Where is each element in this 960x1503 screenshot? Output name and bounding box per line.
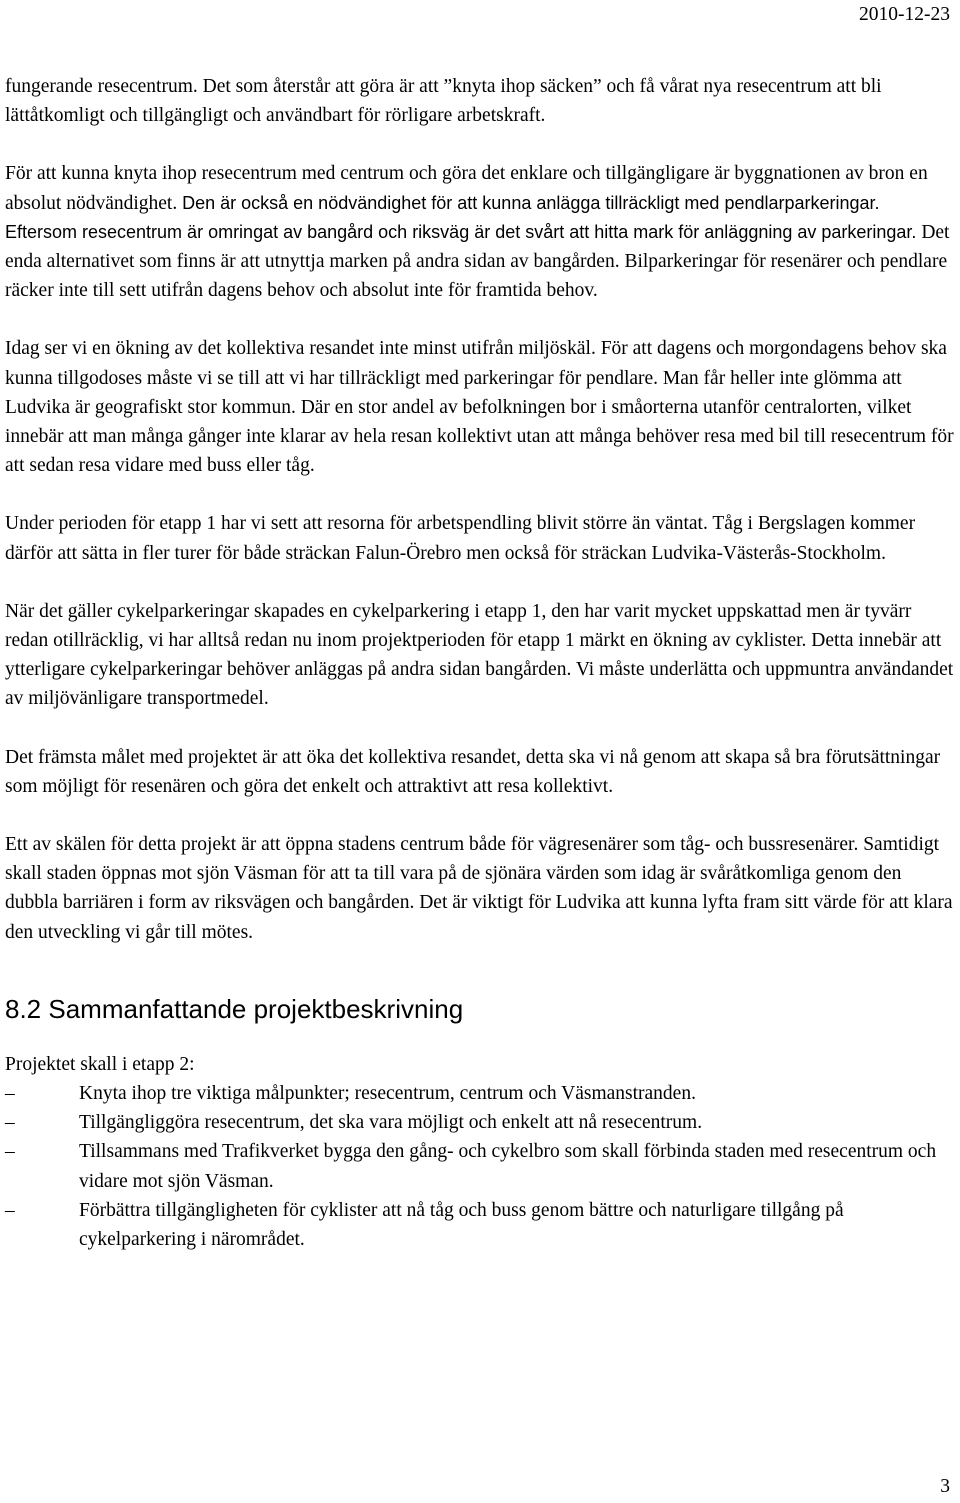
paragraph-5 bbox=[5, 597, 955, 714]
dash-icon: – bbox=[5, 1083, 15, 1105]
list-item bbox=[5, 1196, 955, 1254]
paragraph-6 bbox=[5, 743, 955, 801]
bullet-list bbox=[5, 1079, 955, 1254]
paragraph-2 bbox=[5, 159, 955, 305]
paragraph-4-text: Under perioden för etapp 1 har vi sett att resorna för arbetspendling blivit större än väntat. Tåg i Bergslagen kommer därför att sätta in fler turer för både sträckan Falun-Örebro men också för sträckan Ludvika-Västerås-Stockholm. bbox=[5, 513, 916, 564]
paragraph-6-text: Det främsta målet med projektet är att öka det kollektiva resandet, detta ska vi nå genom att skapa så bra förutsättningar som möjligt för resenären och göra det enkelt och attraktivt att resa kollektivt. bbox=[5, 746, 941, 797]
paragraph-3 bbox=[5, 334, 955, 480]
paragraph-1 bbox=[5, 72, 955, 130]
dash-icon: – bbox=[5, 1199, 15, 1221]
paragraph-5-text: När det gäller cykelparkeringar skapades en cykelparkering i etapp 1, den har varit mycket uppskattad men är tyvärr redan otillräcklig, vi har alltså redan nu inom projektperioden för etapp 1 märkt en ökning av cyklister. Detta innebär att ytterligare cykelparkeringar behöver anläggas på andra sidan bangården. Vi måste underlätta och uppmuntra användandet av miljövänligare transportmedel. bbox=[5, 600, 954, 710]
paragraph-2-text-a: För att kunna knyta ihop resecentrum med centrum och göra det enklare och tillgängligare är byggnationen av bron en absolut nödvändighet. bbox=[5, 163, 928, 214]
list-item bbox=[5, 1108, 955, 1137]
list-item-text: Förbättra tillgängligheten för cyklister att nå tåg och buss genom bättre och naturligare tillgång på cykelparkering i närområdet. bbox=[79, 1199, 844, 1251]
list-item-text: Tillsammans med Trafikverket bygga den gång- och cykelbro som skall förbinda staden med resecentrum och vidare mot sjön Väsman. bbox=[79, 1141, 937, 1192]
list-item-text: Knyta ihop tre viktiga målpunkter; resecentrum, centrum och Väsmanstranden. bbox=[79, 1083, 696, 1105]
paragraph-7 bbox=[5, 830, 955, 947]
dash-icon: – bbox=[5, 1141, 15, 1163]
section-intro: Projektet skall i etapp 2: bbox=[5, 1053, 195, 1075]
header-date: 2010-12-23 bbox=[859, 4, 950, 25]
dash-icon: – bbox=[5, 1112, 15, 1134]
section-heading: 8.2 Sammanfattande projektbeskrivning bbox=[5, 993, 464, 1024]
list-item bbox=[5, 1079, 955, 1108]
paragraph-3-text: Idag ser vi en ökning av det kollektiva resandet inte minst utifrån miljöskäl. För att dagens och morgondagens behov ska kunna tillgodoses måste vi se till att vi har tillräckligt med parkeringar för pendlare. Man får heller inte glömma att Ludvika är geografiskt stor kommun. Där en stor andel av befolkningen bor i småorterna utanför centralorten, vilket innebär att man många gånger inte klarar av hela resan kollektivt utan att många behöver resa med bil till resecentrum för att sedan resa vidare med buss eller tåg. bbox=[5, 338, 954, 477]
paragraph-2-text-c: Det enda alternativet som finns är att utnyttja marken på andra sidan av bangården. Bilparkeringar för resenärer och pendlare räcker inte till sett utifrån dagens behov och absolut inte för framtida behov. bbox=[5, 221, 950, 302]
document-body bbox=[5, 72, 955, 1254]
paragraph-2-text-b: Den är också en nödvändighet för att kunna anlägga tillräckligt med pendlarparkeringar. Eftersom resecentrum är omringat av bangård och riksväg är det svårt att hitta mark för anläggning av parkeringar. bbox=[5, 192, 917, 242]
list-item-text: Tillgängliggöra resecentrum, det ska vara möjligt och enkelt att nå resecentrum. bbox=[79, 1112, 703, 1134]
paragraph-4 bbox=[5, 509, 955, 567]
paragraph-1-text: fungerande resecentrum. Det som återstår att göra är att ”knyta ihop säcken” och få vårat nya resecentrum att bli lättåtkomligt och tillgängligt och användbart för rörligare arbetskraft. bbox=[5, 76, 882, 127]
list-item bbox=[5, 1137, 955, 1195]
page-number: 3 bbox=[940, 1476, 950, 1497]
paragraph-7-text: Ett av skälen för detta projekt är att öppna stadens centrum både för vägresenärer som tåg- och bussresenärer. Samtidigt skall staden öppnas mot sjön Väsman för att ta till vara på de sjönära värden som idag är svåråtkomliga genom den dubbla barriären i form av riksvägen och bangården. Det är viktigt för Ludvika att kunna lyfta fram sitt värde för att klara den utveckling vi går till mötes. bbox=[5, 834, 953, 943]
